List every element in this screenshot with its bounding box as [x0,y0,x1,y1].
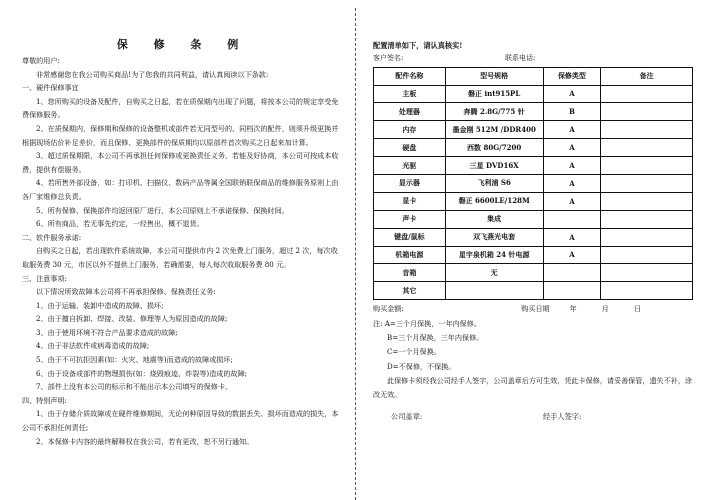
clause: 自购买之日起，若出现软件系统故障，本公司可提供市内 2 次免费上门服务，超过 2 次，每次收取服务费 30 元，市区以外不提供上门服务，若确需要，每人每次收取服务费 80 元。 [22,246,338,269]
clause: 6、所有商品，若无事先约定，一经售出，概不退货。 [36,219,204,229]
cell-note [601,282,693,300]
table-row [374,121,693,139]
cell-type: A [543,157,601,175]
cell-model: 三星 DVD16X [445,157,543,175]
cell-note [601,192,693,210]
cell-type: A [543,228,601,246]
footer-text: 此保修卡须经我公司经手人签字，公司盖章后方可生效，凭此卡保修，请妥善保管，遗失不补，涂改无效。 [373,376,693,399]
clause: 以下情况所致故障本公司将不再承担保修、保换责任义务: [36,287,216,297]
cell-name: 内存 [374,121,446,139]
month-label: 月 [601,304,609,314]
table-row [374,139,693,157]
cell-note [601,157,693,175]
config-heading: 配置清单如下，请认真核实! [373,41,463,50]
section-heading: 三、注意事项: [22,273,67,283]
day-label: 日 [634,304,642,314]
warranty-type-note: C=一个月保换。 [387,347,441,357]
cell-name: 声卡 [374,210,446,228]
cell-type [543,264,601,282]
cell-type: A [543,85,601,103]
warranty-terms [22,38,344,448]
handler-signature-label: 经手人签字: [543,412,582,422]
cell-name: 处理器 [374,103,446,121]
cell-type: A [543,246,601,264]
clause: 3、超过质保期限，本公司不再承担任何保修或更换责任义务，若能及好协商，本公司可按成本收费，提供有偿服务。 [22,151,339,174]
phone-label: 联系电话: [505,54,536,62]
section-heading: 四、特别声明: [22,395,67,405]
column-header: 备注 [601,68,693,86]
cell-model: 磐正 6600LE/128M [445,192,543,210]
cell-name: 硬盘 [374,139,446,157]
section-heading: 二、软件服务承诺: [22,232,82,242]
clause: 2、由于擅自拆卸、焊接、改装、修理等人为原因造成的故障; [36,314,228,324]
purchase-amount-label: 购买金额: [373,304,404,314]
table-row [374,192,693,210]
cell-model: 飞利浦 S6 [445,174,543,192]
cell-type: A [543,192,601,210]
clause: 2、在质保期内，保修期和保修的设备整机或部件若无同型号的、同档次的配件，则须升级更换并根据现场估价补足差价，而且保修、更换部件的保质期均以原部件首次购买之日起来加计算。 [22,123,339,147]
cell-model [445,282,543,300]
cell-note [601,121,693,139]
cell-model: 西数 80G/7200 [445,139,543,157]
cell-note [601,228,693,246]
cell-model: 奔腾 2.8G/775 针 [445,103,543,121]
cell-model: 墨金刚 512M /DDR400 [445,121,543,139]
cell-model: 磐正 int915PL [445,85,543,103]
table-row [374,210,693,228]
warranty-type-note: D=不保修，不保换。 [387,361,456,371]
column-header: 配件名称 [374,68,446,86]
column-header: 型号规格 [445,68,543,86]
cell-note [601,210,693,228]
clause: 5、所有保修、保换部件均返回原厂进行，本公司原则上不承诺保修、保换时间。 [36,205,289,215]
cell-type: A [543,174,601,192]
cell-name: 光驱 [374,157,446,175]
cell-type: A [543,121,601,139]
cell-name: 键盘/鼠标 [374,228,446,246]
cell-note [601,85,693,103]
clause: 2、本保修卡内容的最终解释权在我公司，若有更改，恕不另行通知。 [36,436,254,446]
cell-name: 显示器 [374,174,446,192]
config-list [373,40,693,422]
clause: 5、由于不可抗拒因素(如：火灾、地震等)而造成的故障或损坏; [36,355,233,365]
cell-name: 音箱 [374,264,446,282]
cell-note [601,103,693,121]
cell-note [601,264,693,282]
table-row [374,282,693,300]
year-label: 年 [569,304,577,314]
table-row [374,264,693,282]
table-row [374,246,693,264]
cell-name: 机箱电源 [374,246,446,264]
cell-type: B [543,103,601,121]
cell-note [601,174,693,192]
clause: 4、若所售外部设备，如：打印机、扫描仪、数码产品等属全国联销联保商品的维修服务原则上由各厂家维修总负责。 [22,178,339,201]
customer-signature-label: 客户签名: [373,54,404,62]
purchase-date-label: 购买日期 [521,304,550,314]
clause: 1、由于存储介质故障或在硬件维修期间，无论何种原因导致的数据丢失、损坏而造成的损失，本公司不承担任何责任; [22,409,339,433]
clause: 7、部件上没有本公司的标示和不能出示本公司填写的保修卡。 [36,382,233,392]
cell-model: 集成 [445,210,543,228]
clause: 6、由于设备或部件的物理损伤(如：烧毁痕迹、炸裂等)造成的故障; [36,368,248,378]
table-row [374,157,693,175]
clause: 4、由于非法软件或病毒造成的故障; [36,341,150,351]
section-heading: 一、硬件保修事宜 [22,83,79,93]
cell-note [601,246,693,264]
cell-model: 无 [445,264,543,282]
company-seal-label: 公司盖章: [391,412,423,422]
table-row [374,174,693,192]
clause: 3、由于使用环境不符合产品要求造成的故障; [36,327,178,337]
cell-name: 主板 [374,85,446,103]
cell-note [601,139,693,157]
cell-model: 双飞燕光电套 [445,228,543,246]
intro: 非常感谢您在我公司购买商品!为了您我的共同利益，请认真阅读以下条款: [36,69,269,79]
cell-name: 显卡 [374,192,446,210]
warranty-type-note: B=三个月保换，三年内保修。 [387,333,484,342]
config-table [373,67,693,300]
table-row [374,103,693,121]
table-row [374,85,693,103]
fold-divider [355,8,356,500]
clause: 1、您所购买的设备及配件，自购买之日起，若在质保期内出现了问题，将按本公司的规定享受免费保修服务。 [22,96,339,120]
column-header: 保修类型 [543,68,601,86]
page-title: 保 修 条 例 [116,38,250,51]
greeting: 尊敬的用户: [22,56,60,65]
cell-model: 星宇泉机箱 24 针电源 [445,246,543,264]
cell-type [543,282,601,300]
table-row [374,228,693,246]
cell-name: 其它 [374,282,446,300]
cell-type [543,210,601,228]
warranty-type-note: 注: A=三个月保换，一年内保修。 [373,318,481,328]
cell-type: A [543,139,601,157]
clause: 1、由于运输、装卸中造成的故障、损坏; [36,300,164,310]
